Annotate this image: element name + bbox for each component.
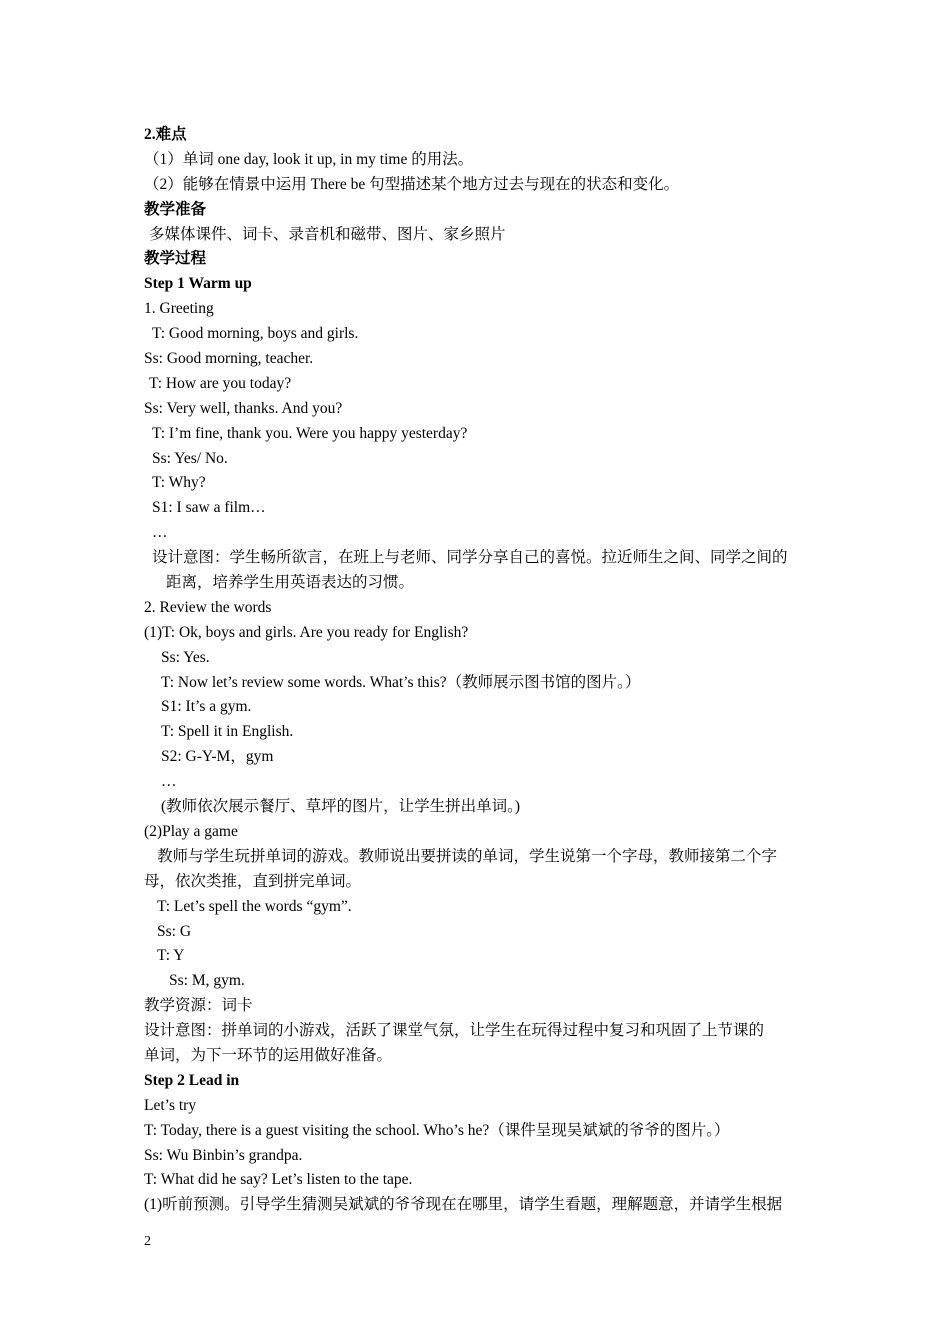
dialogue-line: T: What did he say? Let’s listen to the tape. [144, 1171, 413, 1189]
design-intent-1-line-b: 距离，培养学生用英语表达的习惯。 [166, 574, 415, 592]
dialogue-line: T: Y [157, 947, 185, 965]
dialogue-line: T: I’m fine, thank you. Were you happy yesterday? [152, 424, 468, 442]
game-desc-line-a: 教师与学生玩拼单词的游戏。教师说出要拼读的单词，学生说第一个字母，教师接第二个字 [157, 847, 778, 865]
dialogue-line: T: Good morning, boys and girls. [152, 325, 359, 343]
heading-process: 教学过程 [144, 250, 207, 268]
dialogue-line: … [161, 773, 177, 791]
step1-title: Step 1 Warm up [144, 275, 252, 293]
design-intent-2-line-b: 单词，为下一环节的运用做好准备。 [144, 1046, 393, 1064]
page-number: 2 [144, 1234, 151, 1249]
step2-title: Step 2 Lead in [144, 1071, 240, 1089]
dialogue-line: T: Let’s spell the words “gym”. [157, 897, 352, 915]
teaching-resource: 教学资源：词卡 [144, 997, 253, 1015]
difficulty-item-2: （2）能够在情景中运用 There be 句型描述某个地方过去与现在的状态和变化。 [144, 175, 680, 193]
dialogue-line: Ss: Wu Binbin’s grandpa. [144, 1146, 303, 1164]
dialogue-line: S1: It’s a gym. [161, 698, 252, 716]
dialogue-line: Ss: Yes. [161, 648, 210, 666]
dialogue-line: Ss: Yes/ No. [152, 449, 228, 467]
dialogue-line: (教师依次展示餐厅、草坪的图片，让学生拼出单词。) [161, 798, 521, 816]
dialogue-line: Ss: Very well, thanks. And you? [144, 399, 343, 417]
prep-items: 多媒体课件、词卡、录音机和磁带、图片、家乡照片 [149, 225, 506, 243]
lets-try-title: Let’s try [144, 1096, 197, 1114]
dialogue-line: … [152, 524, 168, 542]
dialogue-line: S1: I saw a film… [152, 499, 266, 517]
dialogue-line: Ss: M, gym. [169, 972, 245, 990]
heading-difficulty: 2.难点 [144, 126, 187, 143]
design-intent-2-line-a: 设计意图：拼单词的小游戏，活跃了课堂气氛，让学生在玩得过程中复习和巩固了上节课的 [144, 1022, 765, 1040]
review-intro: (1)T: Ok, boys and girls. Are you ready for English? [144, 623, 469, 641]
dialogue-line: T: Today, there is a guest visiting the school. Who’s he?（课件呈现吴斌斌的爷爷的图片。） [144, 1121, 730, 1139]
review-title: 2. Review the words [144, 598, 272, 616]
dialogue-line: T: Why? [152, 474, 206, 492]
document-body [144, 123, 810, 1218]
dialogue-line: Ss: Good morning, teacher. [144, 350, 314, 368]
game-desc-line-b: 母，依次类推，直到拼完单词。 [144, 872, 362, 890]
dialogue-line: Ss: G [157, 922, 192, 940]
design-intent-1-line-a: 设计意图：学生畅所欲言，在班上与老师、同学分享自己的喜悦。拉近师生之间、同学之间的 [152, 549, 788, 567]
greeting-title: 1. Greeting [144, 300, 214, 318]
dialogue-line: T: Spell it in English. [161, 723, 294, 741]
dialogue-line: T: How are you today? [149, 374, 292, 392]
dialogue-line: T: Now let’s review some words. What’s this?（教师展示图书馆的图片。） [161, 673, 641, 691]
game-title: (2)Play a game [144, 822, 238, 840]
heading-prep: 教学准备 [144, 200, 207, 218]
prelisten-instruction: (1)听前预测。引导学生猜测吴斌斌的爷爷现在在哪里，请学生看题，理解题意，并请学生根据 [144, 1196, 783, 1214]
difficulty-item-1: （1）单词 one day, look it up, in my time 的用法。 [144, 150, 474, 168]
dialogue-line: S2: G-Y-M，gym [161, 748, 274, 766]
